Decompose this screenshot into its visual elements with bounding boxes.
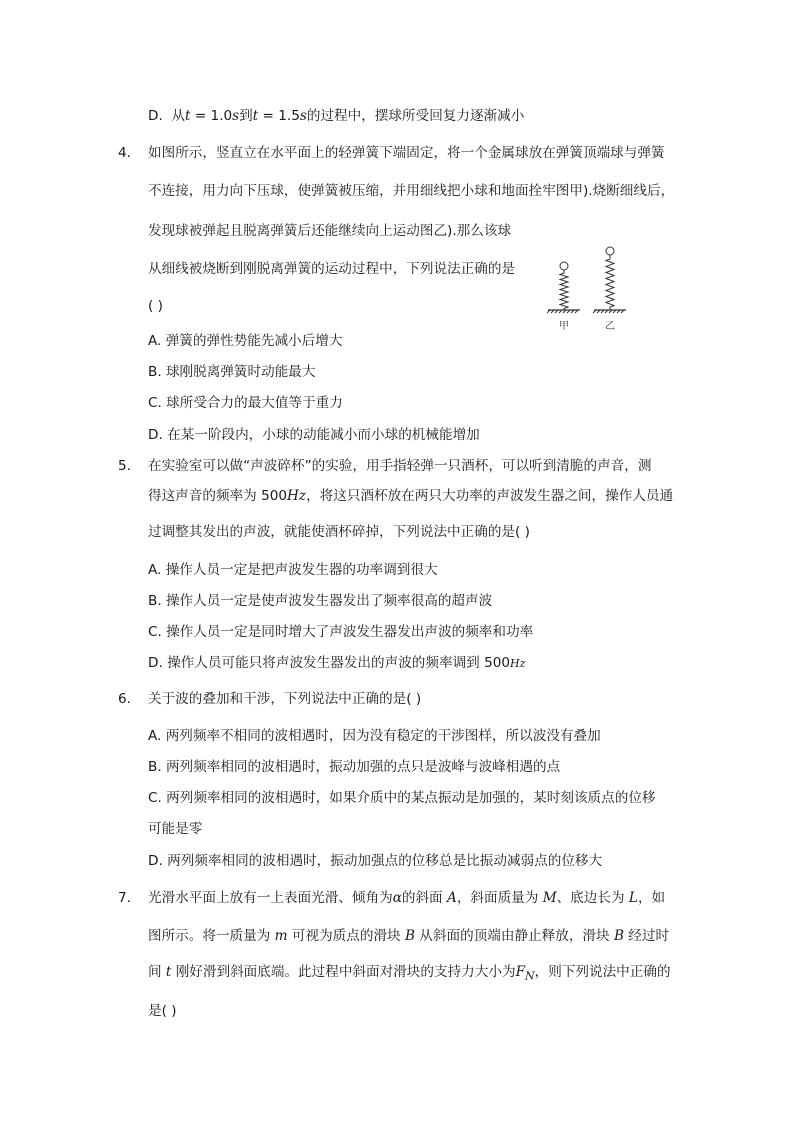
q4-stem-line: 发现球被弹起且脱离弹簧后还能继续向上运动图乙).那么该球 bbox=[148, 223, 512, 239]
q5-stem-line: 得这声音的频率为 500Hz，将这只酒杯放在两只大功率的声波发生器之间，操作人员通 bbox=[148, 488, 674, 504]
q6-option-b: B. 两列频率相同的波相遇时，振动加强的点只是波峰与波峰相遇的点 bbox=[148, 759, 561, 775]
question-number: 6. bbox=[118, 691, 131, 707]
q5-stem-line: 过调整其发出的声波，就能使酒杯碎掉，下列说法中正确的是( ) bbox=[148, 524, 530, 540]
question-number: 4. bbox=[118, 145, 131, 161]
q4-option-d: D. 在某一阶段内，小球的动能减小而小球的机械能增加 bbox=[148, 427, 480, 443]
q7-stem-line: 图所示。将一质量为 m 可视为质点的滑块 B 从斜面的顶端由静止释放，滑块 B 经过时 bbox=[148, 928, 670, 944]
q4-stem-line: 如图所示，竖直立在水平面上的轻弹簧下端固定，将一个金属球放在弹簧顶端球与弹簧 bbox=[148, 145, 665, 161]
spring-figure bbox=[540, 244, 636, 336]
q6-option-c-cont: 可能是零 bbox=[148, 821, 203, 837]
q4-stem-line: 从细线被烧断到刚脱离弹簧的运动过程中，下列说法正确的是 bbox=[148, 261, 516, 277]
q5-stem-line: 在实验室可以做“声波碎杯”的实验，用手指轻弹一只酒杯，可以听到清脆的声音，测 bbox=[148, 458, 652, 474]
figure-label-jia: 甲 bbox=[559, 321, 569, 332]
q4-option-c: C. 球所受合力的最大值等于重力 bbox=[148, 395, 343, 411]
spring-jia bbox=[547, 262, 580, 313]
q6-option-d: D. 两列频率相同的波相遇时，振动加强点的位移总是比振动减弱点的位移大 bbox=[148, 853, 603, 869]
q6-option-c: C. 两列频率相同的波相遇时，如果介质中的某点振动是加强的，某时刻该质点的位移 bbox=[148, 790, 656, 806]
q7-stem-line: 间 t 刚好滑到斜面底端。此过程中斜面对滑块的支持力大小为$F_N$，则下列说法中正确的 bbox=[148, 964, 671, 983]
q7-stem-line: 光滑水平面上放有一上表面光滑、倾角为α的斜面 A，斜面质量为 M、底边长为 L，如 bbox=[148, 890, 666, 906]
q4-answer-bracket: ( ) bbox=[148, 298, 163, 314]
figure-label-yi: 乙 bbox=[605, 321, 615, 332]
spring-yi bbox=[593, 247, 626, 313]
q6-stem: 关于波的叠加和干涉，下列说法中正确的是( ) bbox=[148, 691, 422, 707]
q5-option-d: D. 操作人员可能只将声波发生器发出的声波的频率调到 500Hz bbox=[148, 655, 526, 671]
q4-stem-line: 不连接，用力向下压球，使弹簧被压缩，并用细线把小球和地面拴牢图甲).烧断细线后， bbox=[148, 183, 675, 199]
q4-option-b: B. 球刚脱离弹簧时动能最大 bbox=[148, 364, 316, 380]
q6-option-a: A. 两列频率不相同的波相遇时，因为没有稳定的干涉图样，所以波没有叠加 bbox=[148, 728, 601, 744]
question-number: 5. bbox=[118, 458, 131, 474]
q3-option-d: D. 从t = 1.0s到t = 1.5s的过程中，摆球所受回复力逐渐减小 bbox=[148, 108, 525, 124]
q4-option-a: A. 弹簧的弹性势能先减小后增大 bbox=[148, 333, 343, 349]
q5-option-a: A. 操作人员一定是把声波发生器的功率调到很大 bbox=[148, 562, 438, 578]
q5-option-c: C. 操作人员一定是同时增大了声波发生器发出声波的频率和功率 bbox=[148, 624, 534, 640]
q7-stem-line: 是( ) bbox=[148, 1003, 177, 1019]
q5-option-b: B. 操作人员一定是使声波发生器发出了频率很高的超声波 bbox=[148, 593, 493, 609]
question-number: 7. bbox=[118, 890, 131, 906]
